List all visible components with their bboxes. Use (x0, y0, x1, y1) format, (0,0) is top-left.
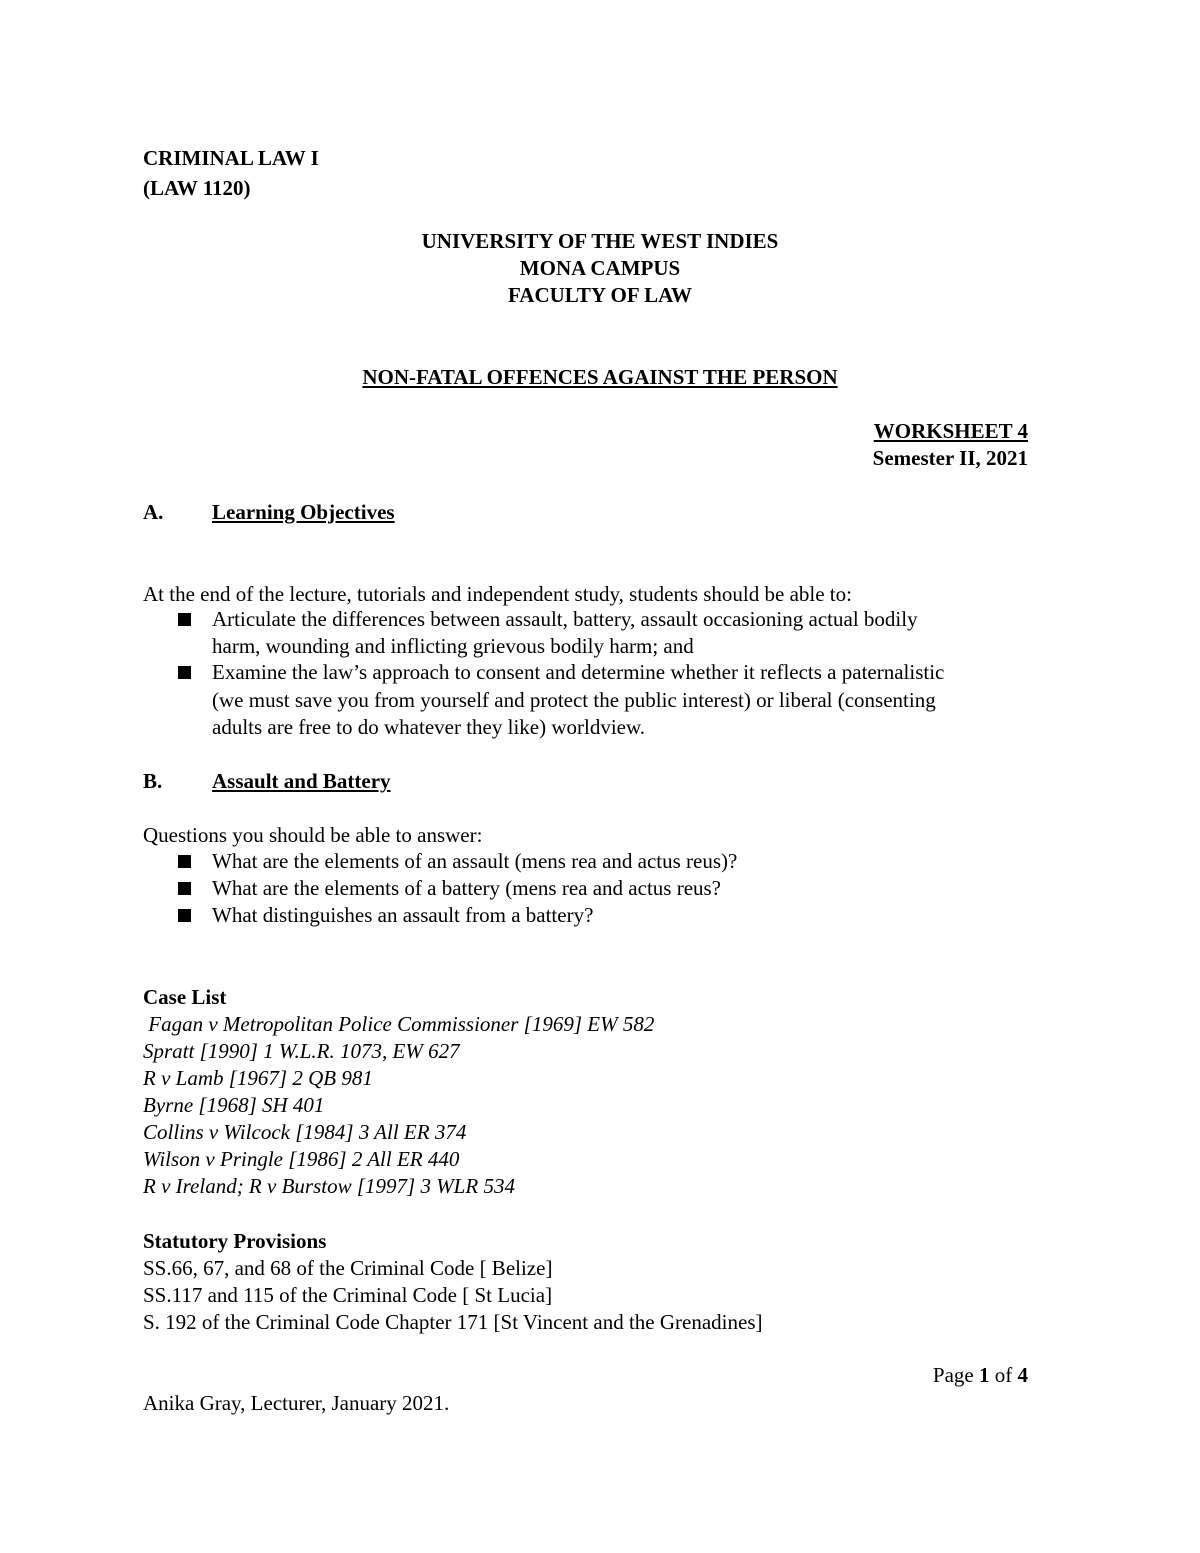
objective-line: adults are free to do whatever they like) worldview. (212, 715, 646, 739)
square-bullet-icon (178, 909, 191, 922)
course-name: CRIMINAL LAW I (143, 146, 319, 170)
objective-line: (we must save you from yourself and protect the public interest) or liberal (consenting (212, 688, 936, 712)
case-item: Spratt [1990] 1 W.L.R. 1073, EW 627 (143, 1039, 460, 1063)
case-list-heading: Case List (143, 985, 227, 1009)
case-item: Fagan v Metropolitan Police Commissioner [1969] EW 582 (143, 1012, 655, 1036)
case-item: R v Ireland; R v Burstow [1997] 3 WLR 534 (143, 1174, 515, 1198)
section-a-letter: A. (143, 500, 164, 524)
page-prefix: Page (932, 1363, 979, 1387)
square-bullet-icon (178, 666, 191, 679)
case-item: Wilson v Pringle [1986] 2 All ER 440 (143, 1147, 460, 1171)
statutory-item: SS.66, 67, and 68 of the Criminal Code [ Belize] (143, 1256, 553, 1280)
page-total: 4 (1017, 1363, 1028, 1387)
square-bullet-icon (178, 613, 191, 626)
statutory-item: SS.117 and 115 of the Criminal Code [ St Lucia] (143, 1283, 553, 1307)
page-number (933, 1362, 1028, 1389)
objective-line: Articulate the differences between assault, battery, assault occasioning actual bodily (212, 607, 918, 631)
case-item: Collins v Wilcock [1984] 3 All ER 374 (143, 1120, 467, 1144)
square-bullet-icon (178, 882, 191, 895)
faculty-name: FACULTY OF LAW (508, 283, 692, 307)
objective-line: Examine the law’s approach to consent and determine whether it reflects a paternalistic (212, 660, 945, 684)
case-item: Byrne [1968] SH 401 (143, 1093, 325, 1117)
statutory-item: S. 192 of the Criminal Code Chapter 171 [St Vincent and the Grenadines] (143, 1310, 763, 1334)
page-of: of (989, 1363, 1018, 1387)
semester-label: Semester II, 2021 (872, 446, 1028, 470)
question-text: What are the elements of a battery (mens rea and actus reus? (212, 876, 722, 900)
campus-name: MONA CAMPUS (519, 256, 681, 280)
page-title: NON-FATAL OFFENCES AGAINST THE PERSON (362, 365, 838, 389)
worksheet-title: WORKSHEET 4 (873, 419, 1028, 443)
question-text: What are the elements of an assault (mens rea and actus reus)? (212, 849, 738, 873)
statutory-heading: Statutory Provisions (143, 1229, 327, 1253)
author-footer: Anika Gray, Lecturer, January 2021. (143, 1391, 450, 1415)
section-a-intro: At the end of the lecture, tutorials and independent study, students should be able to: (143, 582, 852, 606)
section-b-heading: Assault and Battery (212, 769, 391, 793)
section-b-letter: B. (143, 769, 163, 793)
course-code: (LAW 1120) (143, 176, 251, 200)
section-b-intro: Questions you should be able to answer: (143, 823, 483, 847)
objective-line: harm, wounding and inflicting grievous bodily harm; and (212, 634, 694, 658)
page-current: 1 (979, 1363, 990, 1387)
square-bullet-icon (178, 855, 191, 868)
question-text: What distinguishes an assault from a battery? (212, 903, 594, 927)
university-name: UNIVERSITY OF THE WEST INDIES (421, 229, 779, 253)
case-item: R v Lamb [1967] 2 QB 981 (143, 1066, 373, 1090)
section-a-heading: Learning Objectives (212, 500, 395, 524)
